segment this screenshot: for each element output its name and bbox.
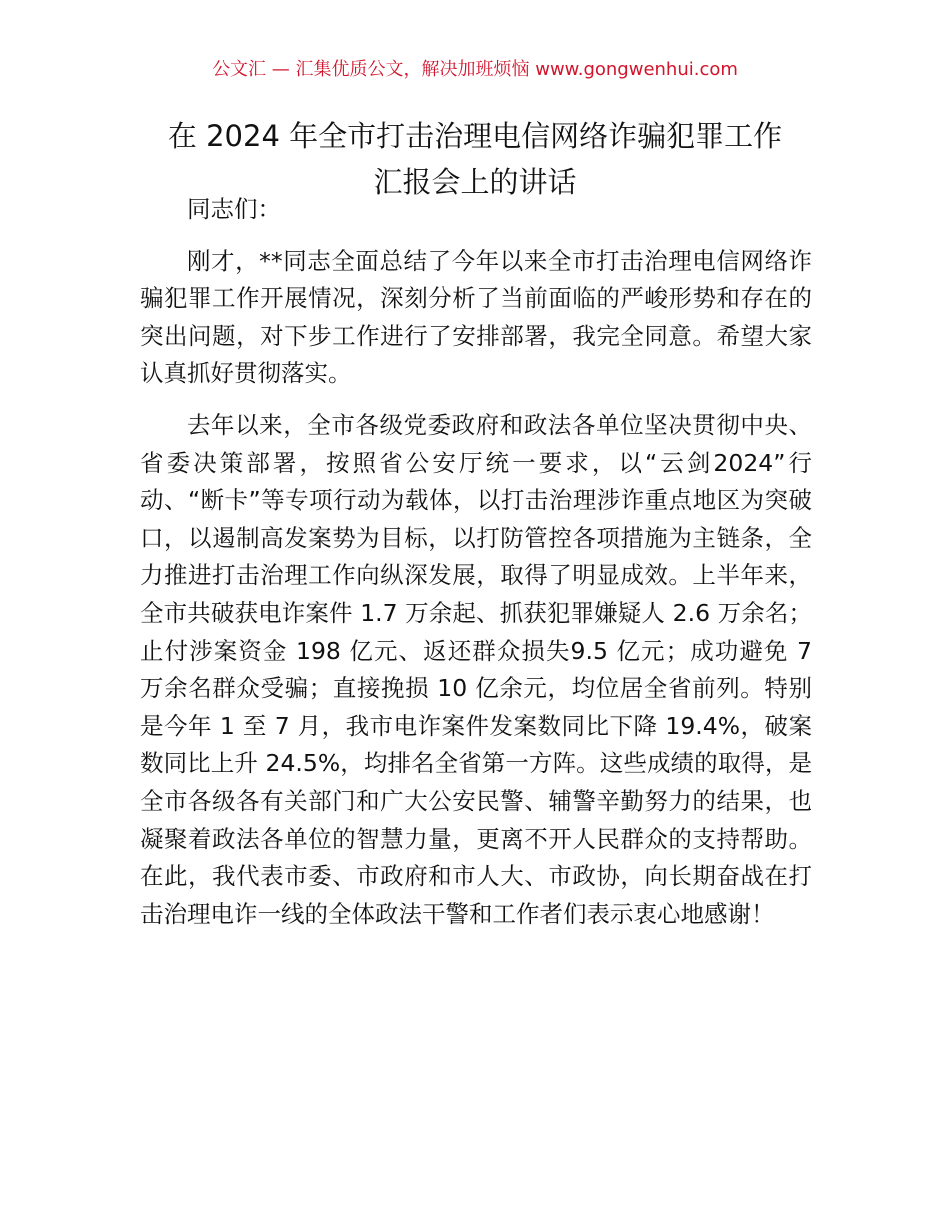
paragraph-2: 去年以来，全市各级党委政府和政法各单位坚决贯彻中央、省委决策部署，按照省公安厅统一要求，以“云剑2024”行动、“断卡”等专项行动为载体，以打击治理涉诈重点地区为突破口，以遏制高发案势为目标，以打防管控各项措施为主链条，全力推进打击治理工作向纵深发展，取得了明显成效。上半年来，全市共破获电诈案件 1.7 万余起、抓获犯罪嫌疑人 2.6 万余名；止付涉案资金 198 亿元、返还群众损失9.5 亿元；成功避免 7 万余名群众受骗；直接挽损 10 亿余元，均位居全省前列。特别是今年 1 至 7 月，我市电诈案件发案数同比下降 19.4%，破案数同比上升 24.5%，均排名全省第一方阵。这些成绩的取得，是全市各级各有关部门和广大公安民警、辅警辛勤努力的结果，也凝聚着政法各单位的智慧力量，更离不开人民群众的支持帮助。在此，我代表市委、市政府和市人大、市政协，向长期奋战在打击治理电诈一线的全体政法干警和工作者们表示衷心地感谢！ [140,410,812,928]
document-body [140,191,812,947]
salutation: 同志们： [187,195,281,223]
title-line-2: 汇报会上的讲话 [373,165,577,199]
paragraph-1: 刚才，**同志全面总结了今年以来全市打击治理电信网络诈骗犯罪工作开展情况，深刻分析了当前面临的严峻形势和存在的突出问题，对下步工作进行了安排部署，我完全同意。希望大家认真抓好贯彻落实。 [140,246,812,388]
site-banner: 公文汇 — 汇集优质公文，解决加班烦恼 www.gongwenhui.com [212,59,738,80]
title-line-1: 在 2024 年全市打击治理电信网络诈骗犯罪工作 [167,119,783,153]
